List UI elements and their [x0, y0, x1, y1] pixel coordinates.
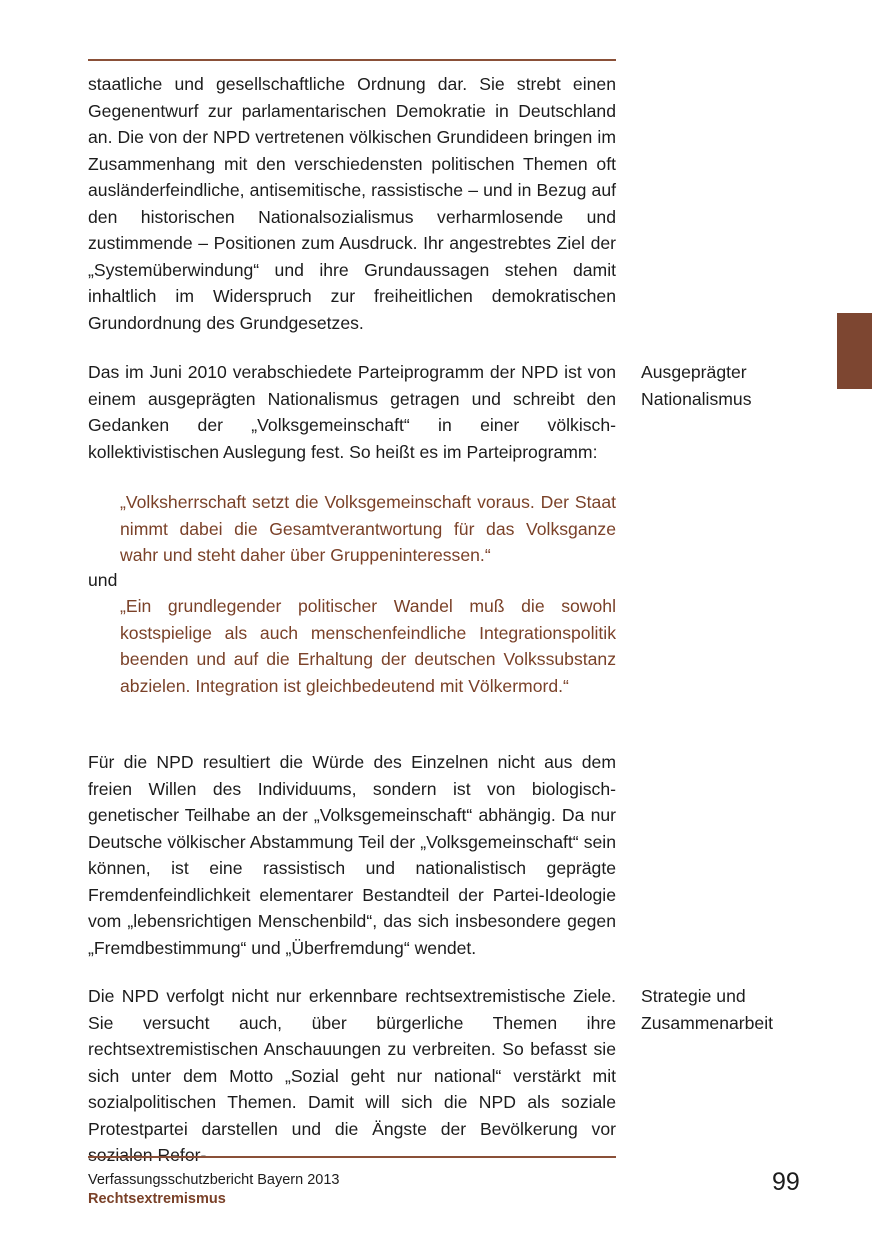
margin-note-line: Ausgeprägter: [641, 362, 747, 382]
body-paragraph-4: Die NPD verfolgt nicht nur erkennbare rechtsextremistische Ziele. Sie versucht auch, über bürgerliche Themen ihre rechtsextremistischen Anschauungen zu verbreiten. So befasst sie sich unter dem Motto „Sozial geht nur national“ verstärkt mit sozialpolitischen Themen. Damit will sich die NPD als soziale Protestpartei darstellen und die Ängste der Bevölkerung vor sozialen Refor-: [88, 986, 616, 1165]
margin-note-strategie: [641, 983, 821, 1036]
footer-publication: Verfassungsschutzbericht Bayern 2013: [88, 1172, 340, 1188]
bottom-rule: [88, 1156, 616, 1158]
top-rule: [88, 59, 616, 61]
body-paragraph-1: staatliche und gesellschaftliche Ordnung dar. Sie strebt einen Gegenentwurf zur parlamentarischen Demokratie in Deutschland an. Die von der NPD vertretenen völkischen Grundideen bringen im Zusammenhang mit den verschiedensten politischen Themen oft ausländerfeindliche, antisemitische, rassistische – und in Bezug auf den historischen Nationalsozialismus verharmlosende und zustimmende – Positionen zum Ausdruck. Ihr angestrebtes Ziel der „Systemüberwindung“ und ihre Grundaussagen stehen damit inhaltlich im Widerspruch zur freiheitlichen demokratischen Grundordnung des Grundgesetzes.: [88, 74, 616, 333]
footer-section: Rechtsextremismus: [88, 1191, 226, 1207]
body-paragraph-2: Das im Juni 2010 verabschiedete Parteiprogramm der NPD ist von einem ausgeprägten Nationalismus getragen und schreibt den Gedanken der „Volksgemeinschaft“ in einer völkisch-kollektivistischen Auslegung fest. So heißt es im Parteiprogramm:: [88, 362, 616, 462]
connector-und: und: [88, 570, 118, 590]
margin-note-line: Nationalismus: [641, 388, 752, 409]
quote-1: „Volksherrschaft setzt die Volksgemeinschaft voraus. Der Staat nimmt dabei die Gesamtverantwortung für das Volksganze wahr und steht daher über Gruppeninteressen.“: [120, 492, 616, 565]
chapter-tab: [837, 313, 872, 389]
quote-2: „Ein grundlegender politischer Wandel muß die sowohl kostspielige als auch menschenfeindliche Integrationspolitik beenden und auf die Erhaltung der deutschen Volkssubstanz abzielen. Integration ist gleichbedeutend mit Völkermord.“: [120, 596, 616, 696]
margin-note-line: Zusammenarbeit: [641, 1012, 774, 1033]
page-number: 99: [772, 1168, 800, 1196]
body-paragraph-3: Für die NPD resultiert die Würde des Einzelnen nicht aus dem freien Willen des Individuums, sondern ist von biologisch-genetischer Teilhabe an der „Volksgemeinschaft“ abhängig. Da nur Deutsche völkischer Abstammung Teil der „Volksgemeinschaft“ sein können, ist eine rassistisch und nationalistisch geprägte Fremdenfeindlichkeit elementarer Bestandteil der Partei-Ideologie vom „lebensrichtigen Menschenbild“, das sich insbesondere gegen „Fremdbestimmung“ und „Überfremdung“ wendet.: [88, 752, 616, 958]
margin-note-line: Strategie und: [641, 986, 746, 1006]
margin-note-nationalismus: [641, 359, 821, 412]
